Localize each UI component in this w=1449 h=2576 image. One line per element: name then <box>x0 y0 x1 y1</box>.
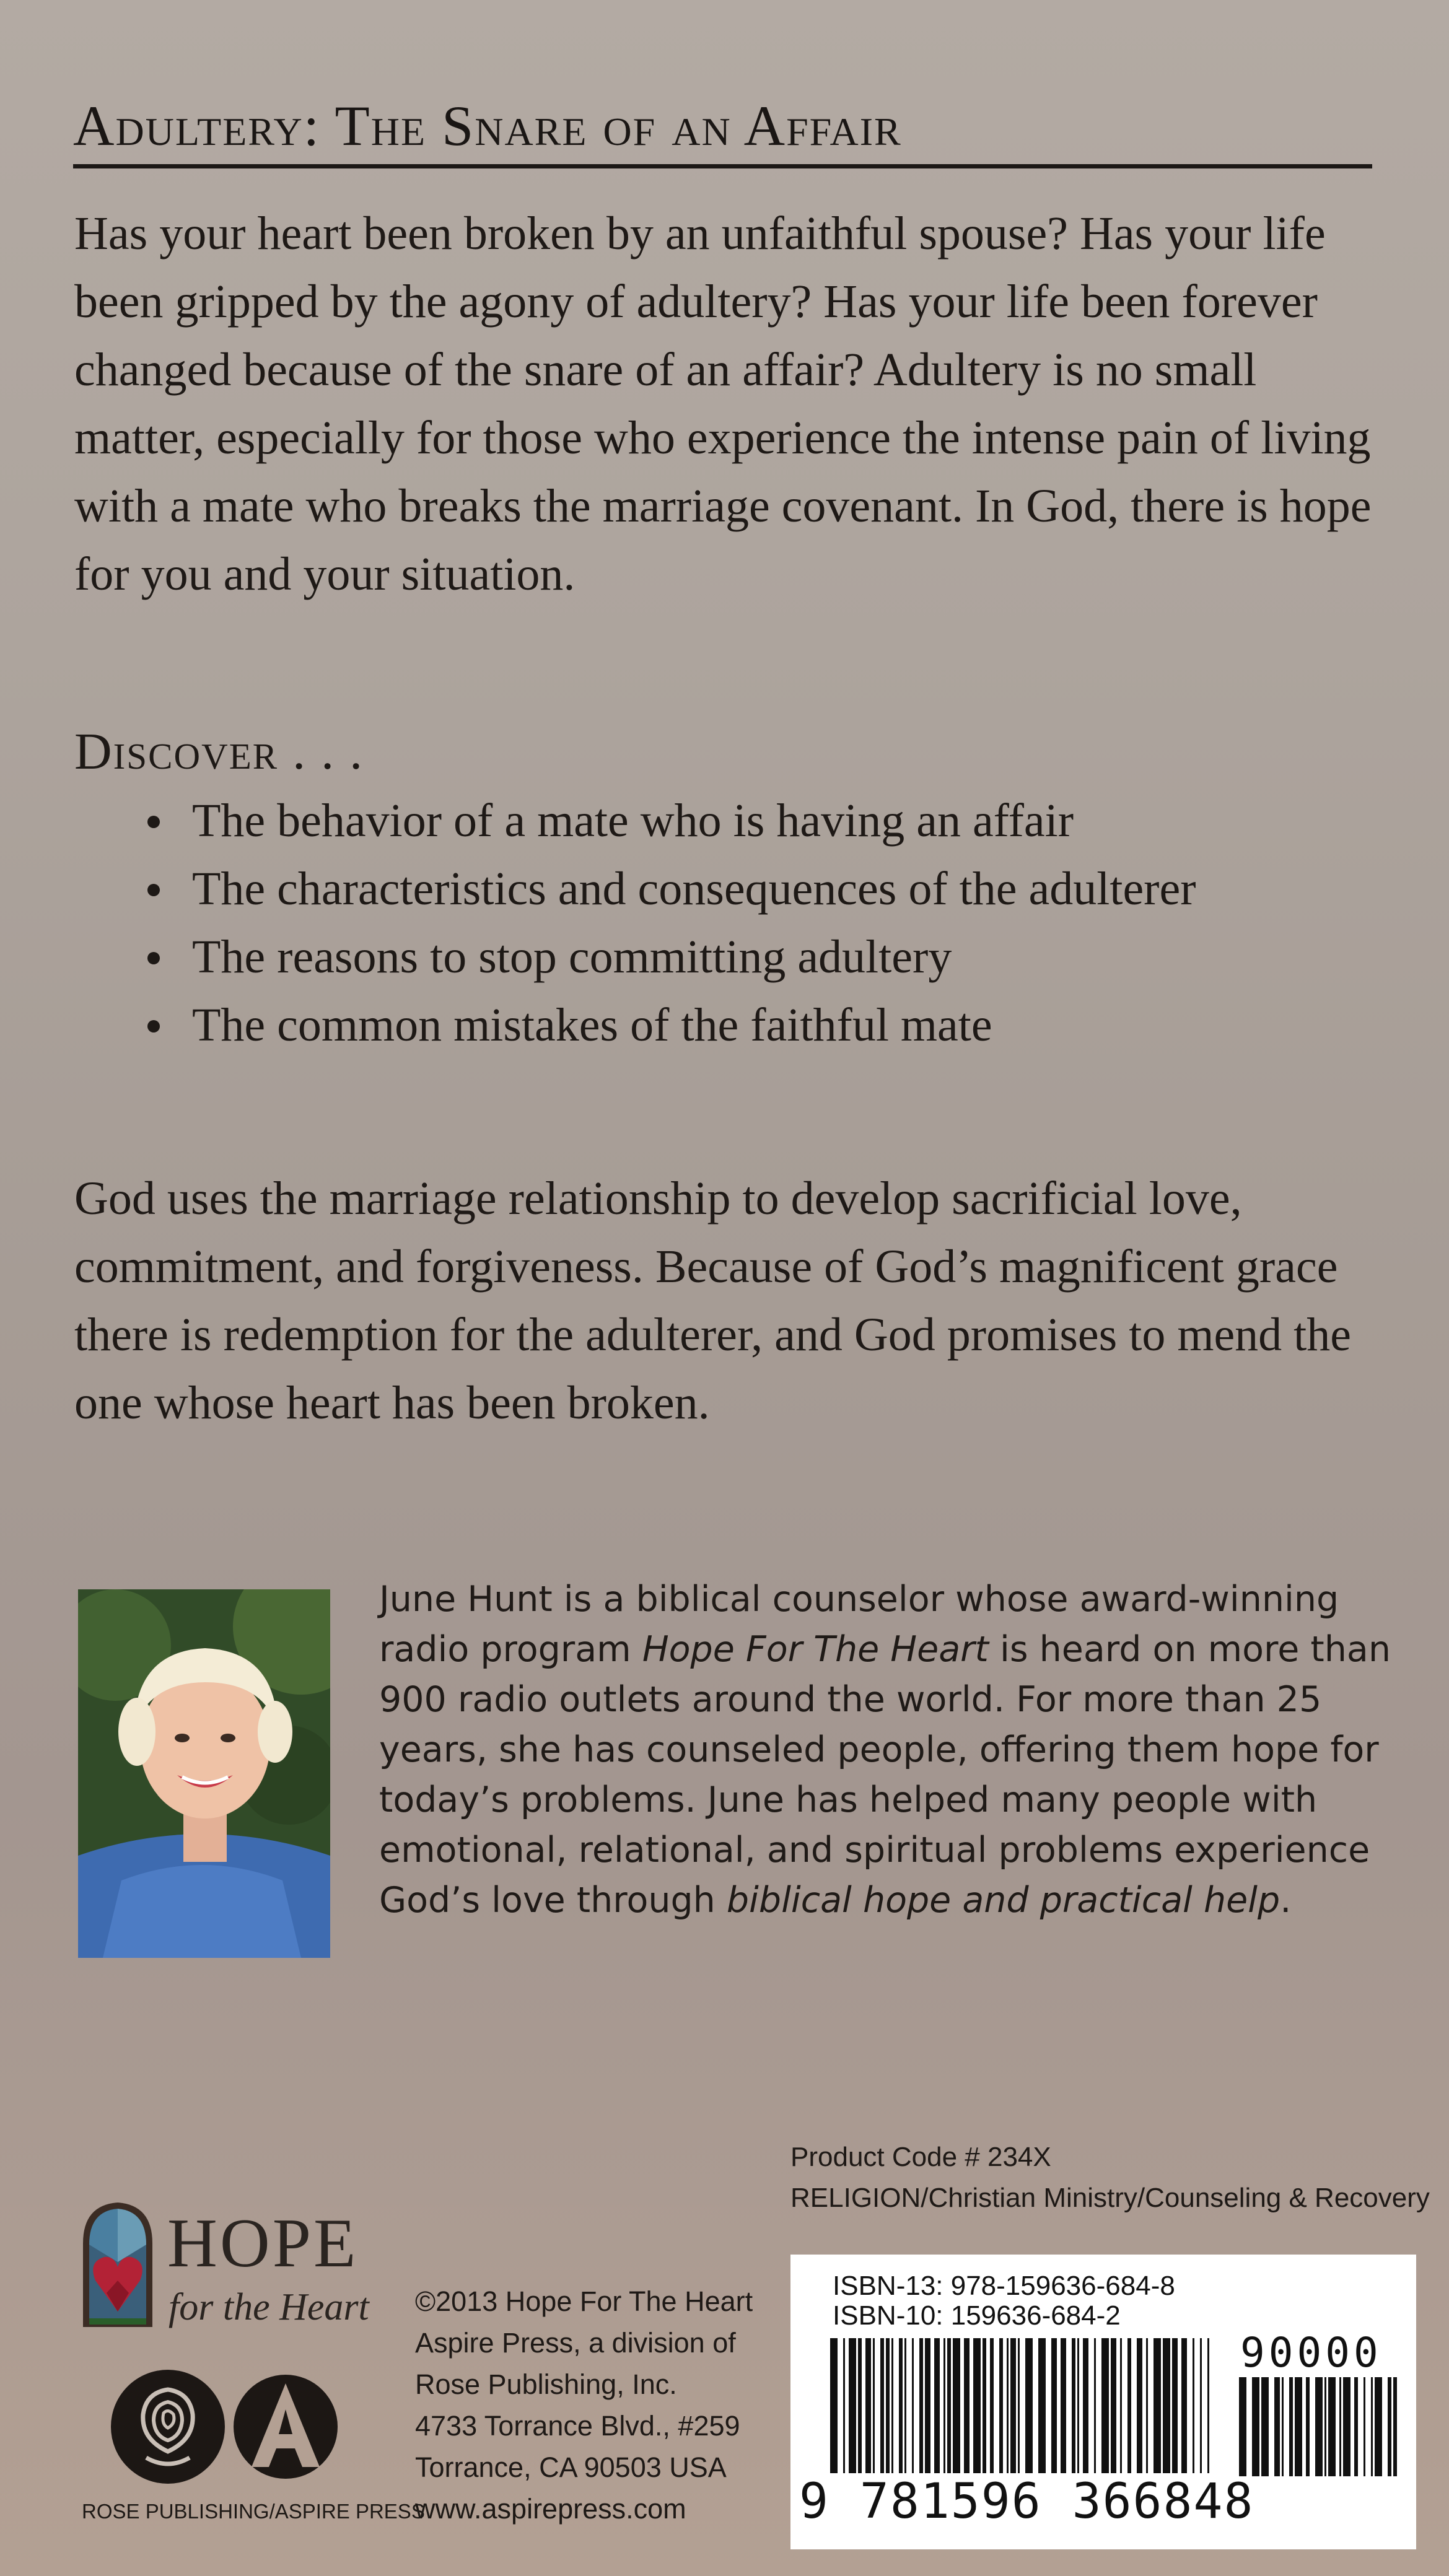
author-photo <box>78 1589 330 1958</box>
barcode-bar <box>1083 2338 1088 2473</box>
category-line: RELIGION/Christian Ministry/Counseling & Recovery <box>790 2183 1430 2213</box>
barcode-bar <box>849 2338 856 2473</box>
hope-logo-word: HOPE <box>167 2205 359 2282</box>
bullet-icon <box>147 1020 160 1033</box>
barcode-bar <box>843 2338 845 2473</box>
page-title: Adultery: The Snare of an Affair <box>73 94 902 157</box>
discover-heading: Discover . . . <box>74 723 364 780</box>
list-item-text: The characteristics and consequences of the adulterer <box>192 863 1196 915</box>
barcode-bar <box>934 2338 940 2473</box>
barcode-bar <box>865 2338 871 2473</box>
barcode-bar <box>973 2338 981 2473</box>
barcode-bar <box>1306 2377 1310 2476</box>
barcode-bar <box>880 2338 884 2473</box>
address-line: 4733 Torrance Blvd., #259 <box>415 2410 740 2442</box>
barcode-bar <box>1393 2377 1397 2476</box>
intro-paragraph: Has your heart been broken by an unfaithful spouse? Has your life been gripped by the agony of adultery? Has your life been forever changed because of the snare of an affair? Adultery is no small matter, especially for those who experience the intense pain of living with a mate who breaks the marriage covenant. In God, there is hope for you and your situation. <box>74 207 1372 600</box>
bullet-icon <box>147 952 160 964</box>
list-item-text: The common mistakes of the faithful mate <box>192 999 992 1051</box>
barcode-bar <box>1282 2377 1284 2476</box>
rose-icon <box>109 2365 227 2489</box>
barcode-bar <box>1111 2338 1116 2473</box>
barcode-bar <box>1193 2338 1194 2473</box>
barcode-bar <box>964 2338 970 2473</box>
barcode-bar <box>1025 2338 1033 2473</box>
barcode-bar <box>1388 2377 1391 2476</box>
barcode-bar <box>858 2338 862 2473</box>
bullet-icon <box>147 884 160 896</box>
barcode-bar <box>1343 2377 1351 2476</box>
barcode-bar <box>1200 2338 1202 2473</box>
stained-glass-heart-icon <box>78 2200 157 2330</box>
barcode-bar <box>1252 2377 1259 2476</box>
bio-text: June Hunt is a biblical counselor whose award-winning radio program <box>379 1579 1339 1670</box>
list-item-text: The reasons to stop committing adultery <box>192 931 952 983</box>
website-link: www.aspirepress.com <box>415 2493 686 2525</box>
hope-logo-subtitle: for the Heart <box>169 2286 369 2328</box>
barcode-bar <box>1295 2377 1302 2476</box>
list-item <box>136 855 1363 923</box>
barcode-bar <box>1120 2338 1122 2473</box>
program-name: Hope For The Heart <box>642 1629 989 1670</box>
publisher-line: Aspire Press, a division of <box>415 2327 736 2359</box>
barcode-bar <box>873 2338 875 2473</box>
barcode-bar <box>886 2338 890 2473</box>
barcode-bar <box>1137 2338 1142 2473</box>
aspire-a-icon <box>233 2365 338 2489</box>
barcode-bar <box>1101 2338 1109 2473</box>
barcode-bar <box>919 2338 923 2473</box>
barcode-bar <box>1354 2377 1358 2476</box>
barcode-bar <box>1094 2338 1096 2473</box>
barcode-bar <box>830 2338 838 2473</box>
barcode-bar <box>1018 2338 1020 2473</box>
bio-text: is heard on more than 900 radio outlets around the world. For more than 25 years, she has counseled people, offering them hope for today’s problems. June has helped many people with emotional, relational, and spiritual problems experience God’s love through <box>379 1629 1391 1921</box>
barcode-bar <box>1371 2377 1373 2476</box>
bio-text: . <box>1280 1880 1292 1921</box>
discover-list <box>136 787 1363 1059</box>
barcode-bar <box>1154 2338 1161 2473</box>
address-line: Torrance, CA 90503 USA <box>415 2452 727 2483</box>
barcode-bar <box>904 2338 906 2473</box>
barcode-bar <box>1038 2338 1046 2473</box>
publisher-line: Rose Publishing, Inc. <box>415 2369 677 2400</box>
barcode-bar <box>1051 2338 1057 2473</box>
barcode-bar <box>1146 2338 1148 2473</box>
price-code: 90000 <box>1240 2329 1382 2377</box>
barcode-bar <box>912 2338 914 2473</box>
addon-barcode-bars <box>1239 2377 1406 2476</box>
author-portrait-image <box>78 1589 330 1958</box>
title-divider <box>73 164 1372 168</box>
barcode-bar <box>925 2338 930 2473</box>
barcode-bar <box>1072 2338 1075 2473</box>
rose-publishing-label: ROSE PUBLISHING/ASPIRE PRESS <box>82 2500 425 2523</box>
barcode-bar <box>990 2338 994 2473</box>
publisher-info <box>415 2281 753 2530</box>
barcode-bar <box>1239 2377 1246 2476</box>
product-code: Product Code # 234X <box>790 2142 1051 2172</box>
barcode-bar <box>1127 2338 1131 2473</box>
barcode-bar <box>953 2338 960 2473</box>
barcode-bar <box>999 2338 1003 2473</box>
barcode-bar <box>1010 2338 1016 2473</box>
barcode-bar <box>947 2338 951 2473</box>
barcode-bar <box>1375 2377 1382 2476</box>
barcode-bar <box>1315 2377 1323 2476</box>
list-item <box>136 923 1363 991</box>
barcode-bar <box>1007 2338 1009 2473</box>
barcode-bar <box>1274 2377 1280 2476</box>
barcode-bar <box>1172 2338 1178 2473</box>
barcode-bar <box>983 2338 986 2473</box>
barcode-bar <box>1163 2338 1170 2473</box>
barcode-bar <box>1339 2377 1341 2476</box>
barcode-bars <box>830 2338 1214 2473</box>
barcode-bar <box>1324 2377 1326 2476</box>
barcode-bar <box>1328 2377 1336 2476</box>
barcode-bar <box>1181 2338 1187 2473</box>
list-item <box>136 991 1363 1059</box>
barcode-bar <box>1364 2377 1365 2476</box>
isbn-10: ISBN-10: 159636-684-2 <box>833 2300 1121 2331</box>
list-item <box>136 787 1363 855</box>
author-bio <box>379 1574 1407 1926</box>
barcode-bar <box>943 2338 945 2473</box>
tagline: biblical hope and practical help <box>726 1880 1280 1921</box>
barcode-bar <box>1261 2377 1269 2476</box>
barcode-bar <box>1289 2377 1293 2476</box>
barcode-bar <box>891 2338 893 2473</box>
barcode-bar <box>1077 2338 1079 2473</box>
barcode-bar <box>1207 2338 1209 2473</box>
bullet-icon <box>147 816 160 828</box>
barcode-bar <box>1061 2338 1066 2473</box>
closing-paragraph: God uses the marriage relationship to develop sacrificial love, commitment, and forgiveness. Because of God’s magnificent grace there is redemption for the adulterer, and God promises to mend the one whose heart has been broken. <box>74 1172 1352 1429</box>
copyright-line: ©2013 Hope For The Heart <box>415 2286 753 2317</box>
list-item-text: The behavior of a mate who is having an affair <box>192 795 1074 847</box>
barcode-bar <box>899 2338 903 2473</box>
isbn-13: ISBN-13: 978-159636-684-8 <box>833 2271 1175 2301</box>
barcode-digits: 9 781596 366848 <box>799 2474 1254 2530</box>
